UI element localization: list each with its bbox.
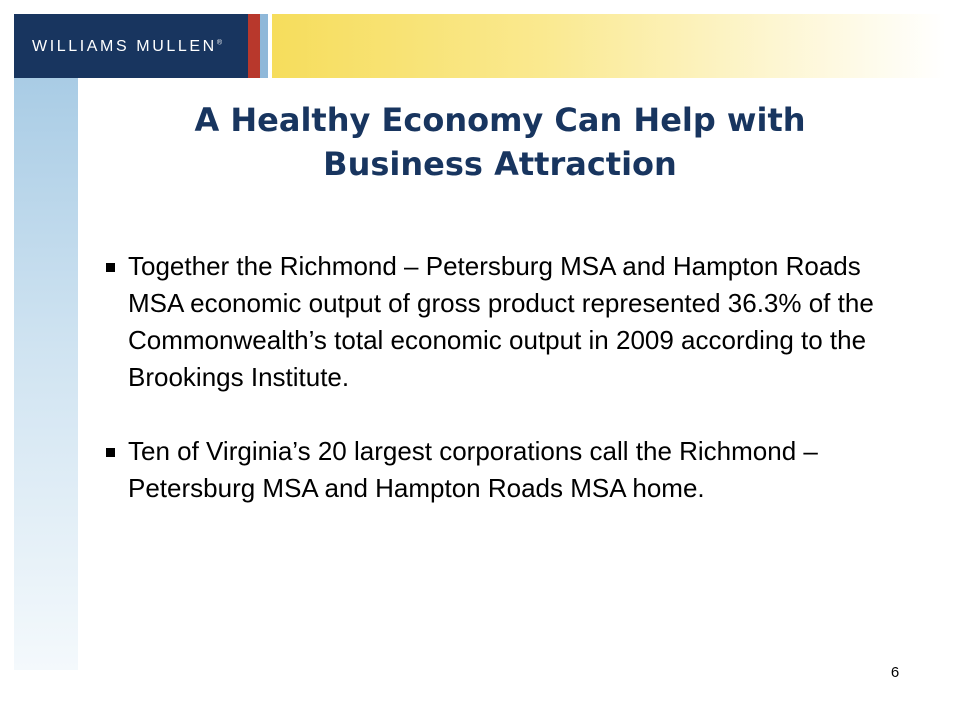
bullet-list bbox=[100, 248, 910, 544]
header-yellow-band bbox=[272, 14, 946, 78]
registered-mark: ® bbox=[216, 39, 222, 47]
bullet-item bbox=[100, 248, 910, 396]
slide-title: A Healthy Economy Can Help with Business Attraction bbox=[194, 101, 806, 183]
left-accent-bar bbox=[14, 78, 78, 670]
logo-wordmark: WILLIAMS MULLEN bbox=[32, 38, 217, 55]
bullet-text: Together the Richmond – Petersburg MSA and Hampton Roads MSA economic output of gross product represented 36.3% of the Commonwealth’s total economic output in 2009 according to the Brookings Institute. bbox=[128, 251, 874, 392]
logo-text bbox=[32, 38, 222, 56]
square-bullet-icon bbox=[106, 448, 115, 457]
bullet-text: Ten of Virginia’s 20 largest corporations call the Richmond – Petersburg MSA and Hampton Roads MSA home. bbox=[128, 436, 818, 503]
logo bbox=[14, 14, 248, 78]
header-stripe-red bbox=[248, 14, 260, 78]
bullet-item bbox=[100, 433, 910, 507]
header-stripe-blue bbox=[260, 14, 268, 78]
square-bullet-icon bbox=[106, 263, 115, 272]
page-number: 6 bbox=[890, 664, 900, 681]
